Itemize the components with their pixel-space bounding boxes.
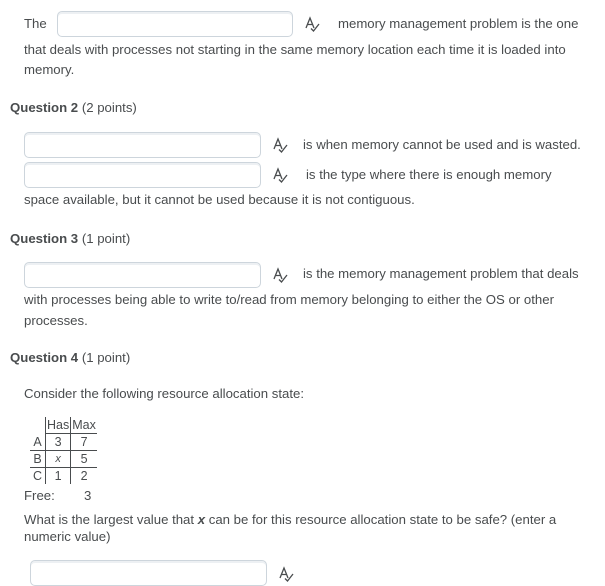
spellcheck-icon[interactable] [304, 16, 320, 32]
q3-text-line3: processes. [24, 313, 88, 328]
q4-intro: Consider the following resource allocation state: [24, 386, 305, 401]
table-row [30, 434, 97, 451]
row-has: 1 [46, 468, 71, 485]
q1-text-line2: that deals with processes not starting in the same memory location each time it is loaded into [24, 42, 566, 57]
col-header-max: Max [72, 418, 96, 432]
q2-text-3: space available, but it cannot be used because it is not contiguous. [24, 192, 415, 207]
q2-heading [10, 100, 137, 115]
q4-points: (1 point) [81, 350, 131, 365]
q3-text-line2: with processes being able to write to/read from memory belonging to either the OS or other [24, 292, 554, 307]
q2-answer-input-2[interactable] [24, 162, 261, 188]
free-label: Free: [24, 488, 55, 503]
spellcheck-icon[interactable] [272, 267, 288, 283]
q4-prompt-line2: numeric value) [24, 529, 111, 544]
free-value: 3 [84, 488, 92, 503]
q4-answer-input[interactable] [30, 560, 267, 586]
q2-title: Question 2 [10, 100, 79, 115]
col-header-has: Has [47, 418, 70, 432]
q1-text-line1: memory management problem is the one [338, 16, 579, 31]
q2-answer-input-1[interactable] [24, 132, 261, 158]
q3-title: Question 3 [10, 231, 79, 246]
row-max: 2 [80, 469, 88, 483]
table-row [30, 468, 97, 485]
q3-points: (1 point) [81, 231, 131, 246]
row-has: 3 [46, 434, 71, 451]
q2-points: (2 points) [81, 100, 137, 115]
q4-heading [10, 350, 130, 365]
row-label: C [30, 468, 46, 485]
q3-text-line1: is the memory management problem that deals [303, 266, 579, 281]
q2-text-1: is when memory cannot be used and is wasted. [303, 137, 581, 152]
q2-text-2: is the type where there is enough memory [306, 167, 552, 182]
resource-allocation-table [30, 417, 97, 484]
spellcheck-icon[interactable] [272, 137, 288, 153]
row-max: 5 [71, 451, 97, 468]
q4-prompt-before: What is the largest value that [24, 512, 195, 527]
q4-title: Question 4 [10, 350, 79, 365]
row-max: 7 [71, 434, 97, 451]
q1-answer-input[interactable] [57, 11, 293, 37]
q3-answer-input[interactable] [24, 262, 261, 288]
table-row [30, 451, 97, 468]
spellcheck-icon[interactable] [278, 566, 294, 582]
row-label: A [30, 434, 46, 451]
row-has: x [46, 451, 71, 468]
q4-prompt-variable: x [197, 512, 206, 527]
spellcheck-icon[interactable] [272, 167, 288, 183]
q1-text-line3: memory. [24, 62, 75, 77]
q4-prompt-after: can be for this resource allocation state to be safe? (enter a [208, 512, 557, 527]
q3-heading [10, 231, 130, 246]
row-label: B [30, 451, 46, 468]
q1-lead-text: The [24, 16, 47, 31]
